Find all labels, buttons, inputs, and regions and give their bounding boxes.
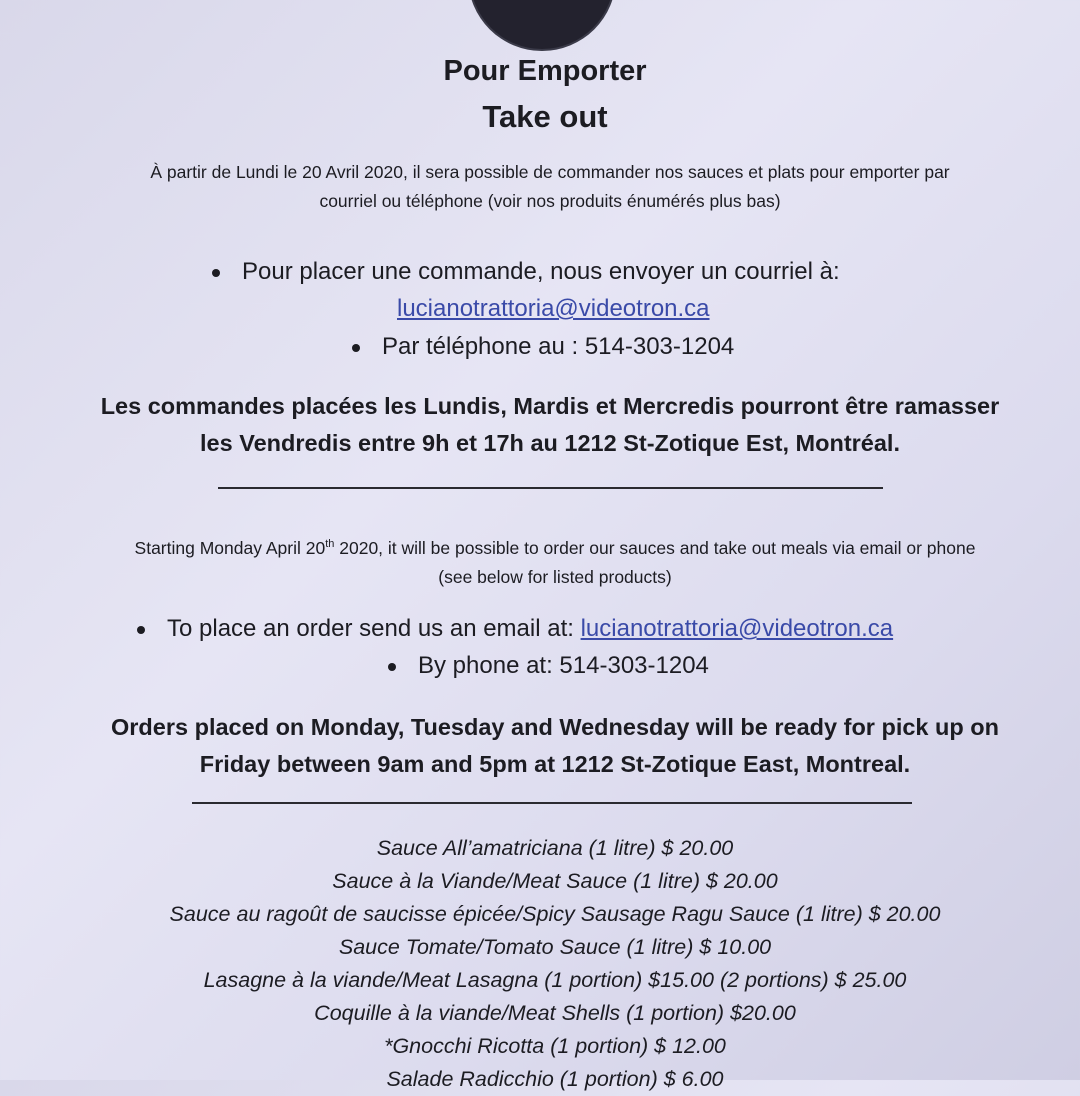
menu-item: Coquille à la viande/Meat Shells (1 portion) $20.00 — [314, 1001, 796, 1025]
french-intro — [80, 158, 1020, 216]
bullet-icon — [212, 269, 220, 277]
english-intro-line-1: Starting Monday April 20th 2020, it will be possible to order our sauces and take out meals via email or phone — [134, 537, 976, 558]
title-french: Pour Emporter — [443, 55, 647, 87]
menu-item: Lasagne à la viande/Meat Lasagna (1 portion) $15.00 (2 portions) $ 25.00 — [203, 968, 907, 992]
french-email-link[interactable]: lucianotrattoria@videotron.ca — [397, 295, 710, 322]
french-pickup-line-2: les Vendredis entre 9h et 17h au 1212 St-Zotique Est, Montréal. — [200, 430, 900, 456]
french-email-link-line — [397, 295, 710, 323]
english-intro — [20, 530, 1080, 592]
menu-item: Sauce All’amatriciana (1 litre) $ 20.00 — [376, 836, 734, 860]
french-email-label: Pour placer une commande, nous envoyer un courriel à: — [242, 258, 840, 285]
menu-item: Sauce à la Viande/Meat Sauce (1 litre) $ 20.00 — [332, 869, 778, 893]
english-email-label: To place an order send us an email at: — [167, 615, 581, 642]
menu-list — [0, 832, 1080, 1096]
french-pickup-info — [30, 388, 1070, 462]
english-pickup-info — [20, 709, 1080, 783]
menu-item: Sauce Tomate/Tomato Sauce (1 litre) $ 10.00 — [338, 935, 772, 959]
english-pickup-line-2: Friday between 9am and 5pm at 1212 St-Zotique East, Montreal. — [199, 751, 911, 777]
english-pickup-line-1: Orders placed on Monday, Tuesday and Wednesday will be ready for pick up on — [111, 714, 999, 740]
english-intro-line-2: (see below for listed products) — [438, 566, 672, 587]
restaurant-logo — [470, 0, 614, 49]
menu-item: *Gnocchi Ricotta (1 portion) $ 12.00 — [384, 1034, 726, 1058]
section-divider — [192, 802, 912, 804]
bullet-icon — [137, 626, 145, 634]
english-email-bullet — [137, 615, 893, 643]
bullet-icon — [352, 344, 360, 352]
french-email-bullet — [212, 258, 840, 286]
french-phone-label: Par téléphone au : 514-303-1204 — [382, 333, 735, 360]
menu-item: Salade Radicchio (1 portion) $ 6.00 — [386, 1067, 724, 1091]
english-phone-bullet — [388, 652, 709, 680]
menu-item: Sauce au ragoût de saucisse épicée/Spicy Sausage Ragu Sauce (1 litre) $ 20.00 — [169, 902, 941, 926]
french-intro-line-2: courriel ou téléphone (voir nos produits énumérés plus bas) — [319, 191, 781, 211]
french-pickup-line-1: Les commandes placées les Lundis, Mardis et Mercredis pourront être ramasser — [100, 393, 1000, 419]
title-english: Take out — [482, 99, 608, 134]
english-email-link[interactable]: lucianotrattoria@videotron.ca — [580, 615, 894, 642]
english-phone-label: By phone at: 514-303-1204 — [418, 652, 709, 679]
french-phone-bullet — [352, 333, 734, 361]
french-intro-line-1: À partir de Lundi le 20 Avril 2020, il sera possible de commander nos sauces et plats pour emporter par — [150, 162, 950, 182]
section-divider — [218, 487, 883, 489]
bullet-icon — [388, 663, 396, 671]
